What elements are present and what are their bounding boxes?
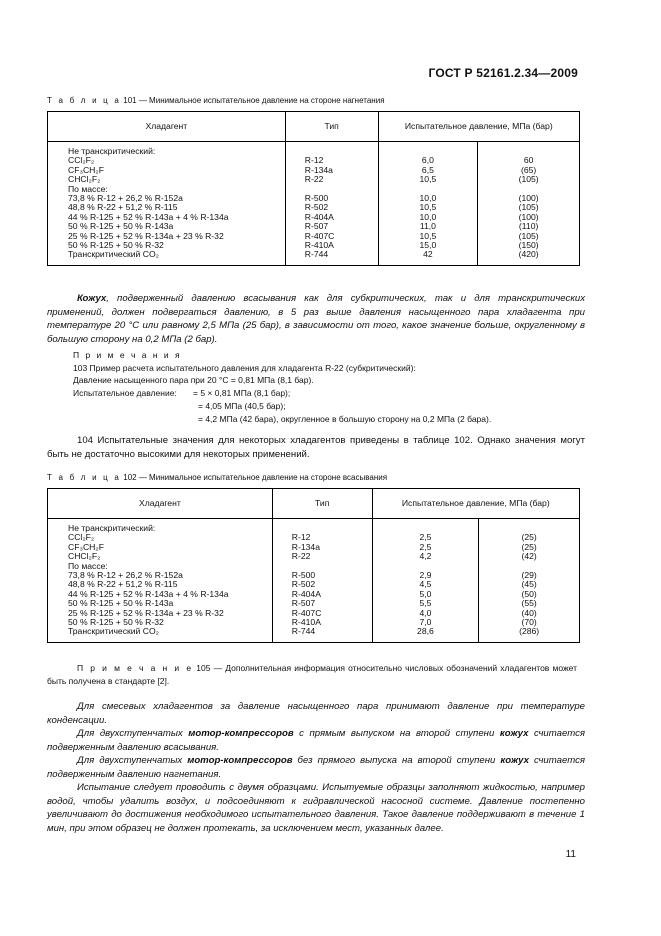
note-103-text: 103 Пример расчета испытательного давления для хладагента R-22 (субкритический): xyxy=(73,362,416,373)
cell-name: 50 % R-125 + 50 % R-143a xyxy=(68,598,174,609)
note-103-calc-1: = 5 × 0,81 МПа (8,1 бар); xyxy=(193,388,291,399)
cell-type: R-407C xyxy=(291,607,322,618)
cell-name: По массе: xyxy=(68,183,108,194)
cell-name: 25 % R-125 + 52 % R-134a + 23 % R-32 xyxy=(68,230,224,241)
term-kozhukh: Кожух xyxy=(77,293,107,304)
cell-type: R-744 xyxy=(304,249,329,260)
col-header-type: Тип xyxy=(285,112,378,142)
cell-mpa: 5,0 xyxy=(419,588,432,599)
cell-bar: (45) xyxy=(521,579,537,590)
cell-type xyxy=(286,185,378,194)
cell-type: R-502 xyxy=(304,202,329,213)
cell-bar: (105) xyxy=(518,202,539,213)
cell-type: R-12 xyxy=(304,155,324,166)
cell-type: R-134a xyxy=(291,541,320,552)
cell-bar: (105) xyxy=(518,230,539,241)
paragraph-kozhukh-text: , подверженный давлению всасывания как для субкритических, так и для транскритических применений, должен подвергаться давлению, в 5 раз выше давления насыщенного пара хладагента при температуре 20 °С или равному 2,5 МПа (25 бар), в зависимости от того, какое значение больше, округленному в большую сторону на 0,2 МПа (2 бар). xyxy=(47,293,585,345)
cell-name: 50 % R-125 + 50 % R-32 xyxy=(68,616,164,627)
table-102-caption-word: Т а б л и ц а xyxy=(47,473,122,482)
cell-name: 50 % R-125 + 50 % R-32 xyxy=(68,239,164,250)
cell-name: 73,8 % R-12 + 26,2 % R-152a xyxy=(68,569,183,580)
cell-bar: (100) xyxy=(518,192,539,203)
col-mpa xyxy=(372,519,479,643)
col-header-refrigerant: Хладагент xyxy=(48,489,273,519)
paragraph-104: 104 Испытательные значения для некоторых хладагентов приведены в таблице 102. Однако значения могут быть не достаточно высокими для некоторых применений. xyxy=(47,435,585,460)
paragraph-test-procedure: Испытание следует проводить с двумя образцами. Испытуемые образцы заполняют жидкостью, например водой, чтобы удалить воздух, и подсоединяют к гидравлической насосной системе. Давление постепенно увеличивают до достижения необходимого испытательного давления. Такое давление поддерживают в течение 1 мин, при этом образец не должен протекать, за исключением мест, указанных далее. xyxy=(47,782,585,834)
cell-mpa: 2,5 xyxy=(419,532,432,543)
cell-mpa: 4,5 xyxy=(419,579,432,590)
note-103-test-label: Испытательное давление: xyxy=(73,388,177,399)
cell-mpa: 11,0 xyxy=(419,221,436,232)
cell-bar: (105) xyxy=(518,174,539,185)
cell-type xyxy=(273,524,372,533)
col-header-pressure: Испытательное давление, МПа (бар) xyxy=(378,112,579,142)
cell-bar: (110) xyxy=(518,221,539,232)
cell-mpa: 10,0 xyxy=(419,192,437,203)
cell-name: 48,8 % R-22 + 51,2 % R-115 xyxy=(68,202,178,213)
cell-name: 50 % R-125 + 50 % R-143a xyxy=(68,221,174,232)
cell-bar: (150) xyxy=(518,239,539,250)
cell-bar: (420) xyxy=(518,249,539,260)
cell-name: Не транскритический: xyxy=(68,146,156,156)
paragraph-two-stage-indirect xyxy=(47,754,585,781)
cell-name: Транскритический CO₂ xyxy=(68,249,159,260)
term-motor-compressors: мотор-компрессоров xyxy=(187,755,293,766)
cell-mpa: 5,5 xyxy=(419,598,432,609)
cell-name: CCl₂F₂ xyxy=(68,155,95,166)
cell-mpa: 15,0 xyxy=(419,239,437,250)
cell-type xyxy=(286,147,378,156)
col-mpa xyxy=(378,142,478,266)
cell-mpa: 4,0 xyxy=(419,607,432,618)
p2-e: считается подверженным давлению всасывания. xyxy=(47,728,586,753)
cell-bar: (25) xyxy=(521,532,537,543)
document-header: ГОСТ Р 52161.2.34—2009 xyxy=(428,66,578,80)
p2-c: с прямым выпуском на второй ступени xyxy=(293,728,500,739)
cell-name: По массе: xyxy=(68,560,108,571)
cell-mpa: 42 xyxy=(423,249,433,260)
cell-mpa: 10,0 xyxy=(419,211,437,222)
cell-bar: (55) xyxy=(521,598,537,609)
cell-type: R-507 xyxy=(291,598,316,609)
cell-name: 44 % R-125 + 52 % R-143a + 4 % R-134a xyxy=(68,211,229,222)
cell-bar: (29) xyxy=(521,569,537,580)
p2-a: Для двухступенчатых xyxy=(77,728,189,739)
col-refrigerant xyxy=(48,519,273,643)
cell-type: R-507 xyxy=(304,221,329,232)
cell-mpa: 4,2 xyxy=(419,551,432,562)
cell-mpa: 2,5 xyxy=(419,541,432,552)
cell-name: CCl₂F₂ xyxy=(68,532,95,543)
cell-type: R-404A xyxy=(304,211,334,222)
note-103-calc xyxy=(73,387,583,400)
cell-type: R-134a xyxy=(304,164,333,175)
col-header-pressure: Испытательное давление, МПа (бар) xyxy=(372,489,579,519)
table-101-caption-word: Т а б л и ц а xyxy=(47,96,122,105)
cell-bar: (100) xyxy=(518,211,539,222)
col-type xyxy=(272,519,372,643)
term-motor-compressors: мотор-компрессоров xyxy=(188,728,294,739)
cell-mpa: 2,9 xyxy=(419,569,432,580)
note-105-text: 105 — Дополнительная информация относительно числовых обозначений хладагентов может быть получена в стандарте [2]. xyxy=(47,663,577,686)
cell-mpa: 10,5 xyxy=(419,202,437,213)
cell-name: CHCl₂F₂ xyxy=(68,551,101,562)
cell-type: R-744 xyxy=(291,626,316,637)
cell-bar: (65) xyxy=(520,164,537,175)
col-type xyxy=(285,142,378,266)
cell-mpa: 6,5 xyxy=(421,164,434,175)
cell-type: R-410A xyxy=(291,616,321,627)
notes-title: П р и м е ч а н и я xyxy=(73,350,182,360)
note-105-title: П р и м е ч а н и е xyxy=(77,663,194,673)
cell-name: CHCl₂F₂ xyxy=(68,174,101,185)
paragraph-blends: Для смесевых хладагентов за давление насыщенного пара принимают давление при температуре конденсации. xyxy=(47,701,585,726)
cell-bar: 60 xyxy=(523,155,534,166)
cell-type: R-407C xyxy=(304,230,335,241)
cell-bar: (286) xyxy=(519,626,540,637)
cell-bar: (42) xyxy=(521,551,537,562)
cell-name: 25 % R-125 + 52 % R-134a + 23 % R-32 xyxy=(68,607,224,618)
cell-name: 44 % R-125 + 52 % R-143a + 4 % R-134a xyxy=(68,588,229,599)
notes-103 xyxy=(73,349,583,425)
cell-bar: (25) xyxy=(521,541,537,552)
cell-type: R-502 xyxy=(291,579,316,590)
col-header-type: Тип xyxy=(272,489,372,519)
col-bar xyxy=(478,142,580,266)
paragraph-kozhukh xyxy=(47,292,585,346)
cell-mpa: 28,6 xyxy=(417,626,434,637)
cell-mpa: 10,5 xyxy=(419,230,437,241)
p3-a: Для двухступенчатых xyxy=(77,755,188,766)
table-102-caption-text: 102 — Минимальное испытательное давление на стороне всасывания xyxy=(123,473,388,482)
table-101-caption-text: 101 — Минимальное испытательное давление на стороне нагнетания xyxy=(123,96,385,105)
cell-mpa: 7,0 xyxy=(419,616,432,627)
cell-name: 73,8 % R-12 + 26,2 % R-152a xyxy=(68,192,183,203)
col-refrigerant xyxy=(48,142,286,266)
cell-type: R-22 xyxy=(304,174,324,185)
col-header-refrigerant: Хладагент xyxy=(48,112,286,142)
p3-c: без прямого выпуска на второй ступени xyxy=(292,755,501,766)
cell-type: R-500 xyxy=(291,569,316,580)
term-kozhukh: кожух xyxy=(500,755,529,766)
cell-type: R-404A xyxy=(291,588,321,599)
cell-type: R-22 xyxy=(291,551,311,562)
cell-name: CF₃CH₂F xyxy=(68,541,104,552)
cell-mpa: 10,5 xyxy=(419,174,437,185)
note-103-calc-3: = 4,2 МПа (42 бара), округленное в большую сторону на 0,2 МПа (2 бара). xyxy=(198,413,492,424)
note-105 xyxy=(47,662,577,687)
note-103-calc-2: = 4,05 МПа (40,5 бар); xyxy=(198,400,286,411)
cell-name: CF₃CH₂F xyxy=(68,164,104,175)
table-101 xyxy=(47,111,580,266)
table-102-caption xyxy=(47,473,387,482)
cell-mpa: 6,0 xyxy=(421,155,434,166)
cell-bar: (70) xyxy=(521,616,537,627)
page-number: 11 xyxy=(565,849,576,860)
cell-type: R-500 xyxy=(304,192,329,203)
note-103-saturated-pressure: Давление насыщенного пара при 20 °С = 0,81 МПа (8,1 бар). xyxy=(73,375,314,386)
cell-name: Не транскритический: xyxy=(68,523,156,533)
cell-bar: (40) xyxy=(521,607,537,618)
col-bar xyxy=(479,519,580,643)
p3-e: считается подверженным давлению нагнетания. xyxy=(47,755,585,780)
paragraph-two-stage-direct xyxy=(47,727,585,754)
cell-type: R-410A xyxy=(304,239,334,250)
cell-name: 48,8 % R-22 + 51,2 % R-115 xyxy=(68,579,178,590)
table-101-caption xyxy=(47,96,385,105)
table-102 xyxy=(47,488,580,643)
cell-bar: (50) xyxy=(521,588,537,599)
cell-type: R-12 xyxy=(291,532,311,543)
cell-name: Транскритический CO₂ xyxy=(68,626,159,637)
term-kozhukh: кожух xyxy=(499,728,529,739)
cell-type xyxy=(273,562,372,571)
